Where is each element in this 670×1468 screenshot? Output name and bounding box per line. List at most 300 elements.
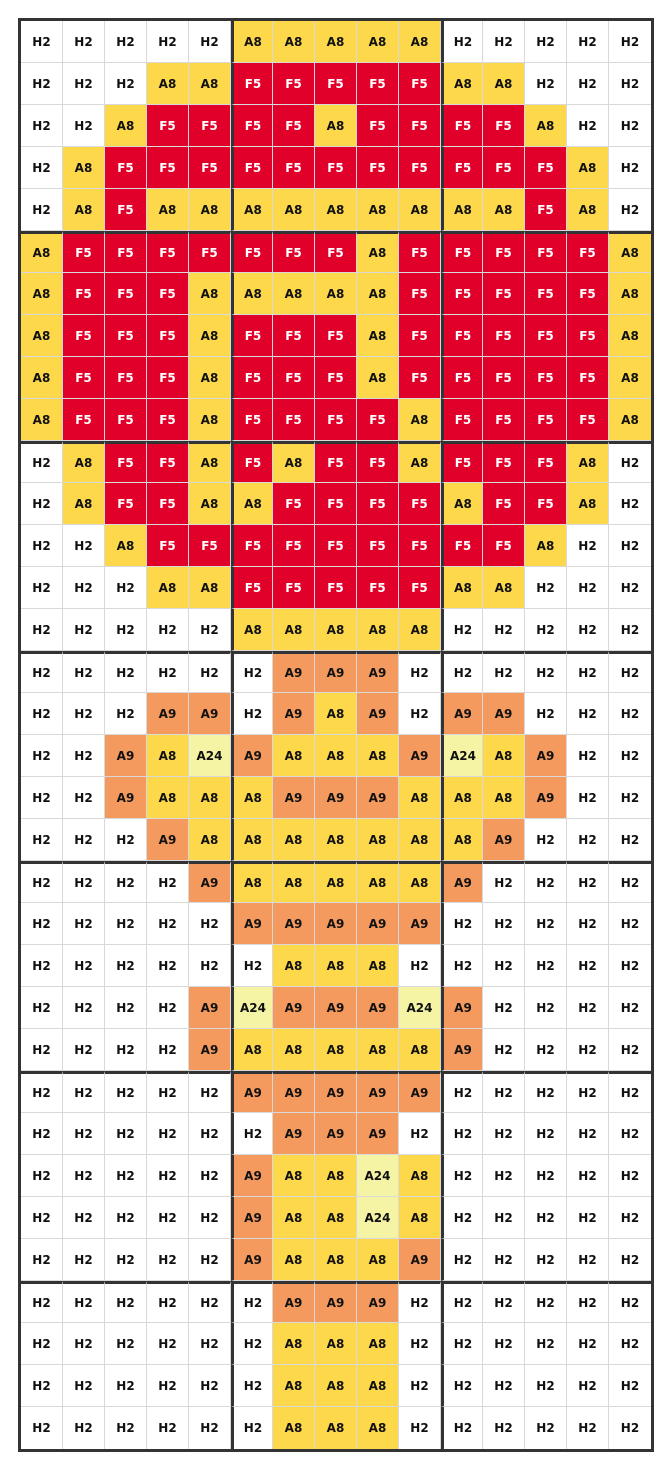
grid-cell: A8 (441, 819, 483, 861)
grid-cell: A8 (315, 1029, 357, 1071)
grid-cell: F5 (231, 63, 273, 105)
grid-cell: H2 (63, 1155, 105, 1197)
grid-cell: A8 (357, 1365, 399, 1407)
grid-cell: F5 (567, 399, 609, 441)
grid-cell: H2 (609, 1197, 651, 1239)
grid-cell: A24 (189, 735, 231, 777)
grid-cell: A9 (315, 651, 357, 693)
grid-cell: A8 (399, 609, 441, 651)
grid-cell: A8 (231, 189, 273, 231)
grid-cell: F5 (399, 147, 441, 189)
grid-cell: A8 (231, 777, 273, 819)
grid-cell: H2 (609, 441, 651, 483)
grid-cell: F5 (105, 315, 147, 357)
grid-cell: A8 (315, 273, 357, 315)
grid-cell: A8 (399, 1029, 441, 1071)
grid-cell: H2 (147, 609, 189, 651)
grid-cell: A8 (483, 189, 525, 231)
grid-cell: A8 (231, 861, 273, 903)
grid-cell: F5 (231, 399, 273, 441)
grid-cell: H2 (399, 1113, 441, 1155)
grid-cell: F5 (483, 105, 525, 147)
grid-cell: H2 (567, 525, 609, 567)
grid-cell: F5 (63, 399, 105, 441)
grid-cell: H2 (399, 1407, 441, 1449)
grid-cell: A8 (189, 273, 231, 315)
grid-cell: H2 (609, 105, 651, 147)
grid-cell: H2 (231, 693, 273, 735)
grid-cell: H2 (567, 903, 609, 945)
grid-cell: A8 (357, 1407, 399, 1449)
grid-cell: H2 (525, 1155, 567, 1197)
grid-cell: A8 (357, 861, 399, 903)
grid-cell: A9 (105, 735, 147, 777)
grid-cell: H2 (483, 1113, 525, 1155)
grid-cell: H2 (189, 1197, 231, 1239)
grid-cell: A9 (189, 693, 231, 735)
grid-cell: H2 (441, 903, 483, 945)
grid-cell: F5 (315, 483, 357, 525)
grid-cell: F5 (567, 231, 609, 273)
grid-cell: H2 (63, 819, 105, 861)
grid-cell: F5 (189, 105, 231, 147)
grid-cell: H2 (609, 1323, 651, 1365)
grid-cell: A24 (357, 1155, 399, 1197)
grid-cell: H2 (567, 1197, 609, 1239)
grid-cell: A9 (189, 861, 231, 903)
grid-cell: H2 (609, 693, 651, 735)
grid-cell: H2 (567, 1029, 609, 1071)
grid-cell: H2 (609, 1071, 651, 1113)
grid-cell: A8 (399, 1197, 441, 1239)
grid-cell: A8 (273, 21, 315, 63)
grid-cell: H2 (609, 987, 651, 1029)
grid-cell: A9 (273, 651, 315, 693)
grid-cell: A8 (63, 483, 105, 525)
grid-cell: F5 (441, 441, 483, 483)
grid-cell: H2 (105, 1071, 147, 1113)
grid-cell: H2 (147, 1239, 189, 1281)
grid-cell: F5 (315, 231, 357, 273)
grid-cell: A9 (273, 1281, 315, 1323)
grid-cell: A8 (525, 105, 567, 147)
grid-cell: H2 (105, 1029, 147, 1071)
grid-cell: H2 (105, 903, 147, 945)
grid-cell: A9 (273, 987, 315, 1029)
grid-cell: H2 (525, 567, 567, 609)
grid-cell: H2 (147, 945, 189, 987)
grid-cell: A9 (399, 903, 441, 945)
grid-cell: H2 (609, 777, 651, 819)
grid-cell: H2 (147, 1113, 189, 1155)
grid-cell: H2 (525, 819, 567, 861)
grid-cell: H2 (525, 63, 567, 105)
grid-cell: H2 (21, 861, 63, 903)
grid-cell: H2 (609, 1113, 651, 1155)
grid-cell: H2 (189, 1365, 231, 1407)
grid-cell: A8 (273, 1029, 315, 1071)
grid-cell: A8 (441, 567, 483, 609)
grid-cell: F5 (357, 525, 399, 567)
grid-cell: H2 (567, 651, 609, 693)
grid-cell: H2 (63, 987, 105, 1029)
grid-cell: F5 (105, 231, 147, 273)
grid-cell: F5 (525, 315, 567, 357)
grid-cell: F5 (231, 147, 273, 189)
grid-cell: H2 (567, 1155, 609, 1197)
grid-cell: H2 (441, 1365, 483, 1407)
grid-cell: F5 (357, 399, 399, 441)
grid-cell: H2 (567, 1323, 609, 1365)
grid-cell: A24 (441, 735, 483, 777)
grid-cell: F5 (105, 441, 147, 483)
grid-cell: F5 (483, 483, 525, 525)
grid-cell: A9 (231, 1197, 273, 1239)
grid-cell: H2 (21, 147, 63, 189)
grid-cell: A8 (357, 189, 399, 231)
grid-cell: F5 (147, 147, 189, 189)
grid-cell: H2 (483, 1071, 525, 1113)
grid-cell: A9 (231, 1071, 273, 1113)
grid-cell: H2 (147, 1071, 189, 1113)
grid-cell: H2 (567, 1281, 609, 1323)
grid-cell: A9 (441, 693, 483, 735)
grid-cell: H2 (63, 777, 105, 819)
grid-cell: H2 (63, 63, 105, 105)
grid-cell: A9 (231, 1239, 273, 1281)
grid-cell: H2 (567, 987, 609, 1029)
grid-cell: F5 (357, 105, 399, 147)
grid-cell: A24 (231, 987, 273, 1029)
grid-cell: A9 (315, 1113, 357, 1155)
grid-cell: H2 (21, 441, 63, 483)
grid-cell: H2 (105, 1365, 147, 1407)
grid-cell: H2 (105, 819, 147, 861)
grid-cell: F5 (483, 231, 525, 273)
grid-cell: H2 (105, 1323, 147, 1365)
grid-cell: A8 (567, 483, 609, 525)
grid-cell: A9 (357, 903, 399, 945)
grid-cell: H2 (399, 945, 441, 987)
grid-cell: H2 (21, 1323, 63, 1365)
grid-cell: H2 (231, 1113, 273, 1155)
grid-cell: H2 (525, 1323, 567, 1365)
grid-cell: F5 (525, 357, 567, 399)
grid-cell: H2 (609, 945, 651, 987)
grid-cell: H2 (147, 1365, 189, 1407)
grid-cell: A8 (273, 861, 315, 903)
grid-cell: H2 (399, 693, 441, 735)
grid-cell: F5 (525, 147, 567, 189)
grid-cell: H2 (567, 777, 609, 819)
grid-cell: H2 (63, 1323, 105, 1365)
grid-cell: H2 (567, 1071, 609, 1113)
grid-cell: H2 (63, 861, 105, 903)
grid-cell: H2 (525, 1281, 567, 1323)
grid-cell: F5 (147, 483, 189, 525)
grid-cell: F5 (147, 357, 189, 399)
grid-cell: H2 (21, 1155, 63, 1197)
grid-cell: A8 (315, 21, 357, 63)
grid-cell: A9 (483, 693, 525, 735)
grid-cell: H2 (399, 651, 441, 693)
grid-cell: H2 (441, 945, 483, 987)
grid-cell: A8 (441, 189, 483, 231)
grid-cell: H2 (525, 987, 567, 1029)
grid-cell: A8 (189, 441, 231, 483)
grid-cell: H2 (63, 1239, 105, 1281)
grid-cell: H2 (567, 693, 609, 735)
grid-cell: H2 (21, 21, 63, 63)
grid-cell: H2 (525, 1029, 567, 1071)
grid-cell: H2 (525, 609, 567, 651)
grid-cell: F5 (525, 441, 567, 483)
grid-cell: F5 (315, 399, 357, 441)
grid-cell: F5 (315, 147, 357, 189)
grid-cell: A8 (273, 273, 315, 315)
grid-cell: A9 (399, 735, 441, 777)
grid-cell: H2 (105, 861, 147, 903)
grid-cell: H2 (483, 861, 525, 903)
grid-cell: A9 (357, 777, 399, 819)
grid-cell: F5 (567, 357, 609, 399)
grid-cell: H2 (609, 735, 651, 777)
grid-cell: A8 (273, 1197, 315, 1239)
grid-cell: A8 (21, 315, 63, 357)
grid-cell: A8 (315, 1323, 357, 1365)
grid-cell: H2 (567, 735, 609, 777)
grid-cell: A8 (441, 63, 483, 105)
grid-cell: A8 (147, 735, 189, 777)
grid-cell: H2 (105, 1239, 147, 1281)
grid-cell: H2 (105, 1407, 147, 1449)
grid-cell: H2 (63, 651, 105, 693)
grid-cell: H2 (609, 1239, 651, 1281)
grid-cell: F5 (399, 525, 441, 567)
grid-cell: A9 (441, 987, 483, 1029)
grid-cell: A8 (231, 273, 273, 315)
grid-cell: A8 (315, 735, 357, 777)
grid-cell: A8 (189, 399, 231, 441)
grid-cell: A8 (357, 1239, 399, 1281)
grid-cell: H2 (483, 903, 525, 945)
grid-cell: A8 (567, 441, 609, 483)
grid-cell: A8 (357, 819, 399, 861)
grid-cell: A8 (273, 819, 315, 861)
grid-cell: H2 (525, 945, 567, 987)
grid-cell: A8 (273, 735, 315, 777)
grid-cell: A8 (273, 441, 315, 483)
grid-cell: H2 (567, 861, 609, 903)
grid-cell: A8 (399, 399, 441, 441)
grid-cell: F5 (273, 399, 315, 441)
grid-cell: F5 (399, 105, 441, 147)
grid-cell: A9 (273, 1113, 315, 1155)
grid-cell: A8 (21, 231, 63, 273)
grid-cell: F5 (399, 231, 441, 273)
grid-cell: H2 (441, 1113, 483, 1155)
grid-cell: A8 (189, 483, 231, 525)
grid-cell: F5 (441, 105, 483, 147)
grid-cell: F5 (273, 231, 315, 273)
grid-cell: F5 (147, 315, 189, 357)
grid-cell: H2 (21, 735, 63, 777)
grid-cell: F5 (273, 315, 315, 357)
grid-cell: A9 (525, 735, 567, 777)
grid-cell: A8 (525, 525, 567, 567)
grid-cell: H2 (21, 1239, 63, 1281)
grid-cell: H2 (105, 693, 147, 735)
grid-cell: H2 (63, 903, 105, 945)
grid-cell: H2 (609, 1029, 651, 1071)
grid-cell: F5 (147, 105, 189, 147)
grid-cell: F5 (441, 147, 483, 189)
grid-cell: A9 (399, 1239, 441, 1281)
grid-cell: F5 (525, 399, 567, 441)
grid-cell: H2 (567, 1239, 609, 1281)
grid-cell: H2 (483, 651, 525, 693)
grid-cell: F5 (147, 441, 189, 483)
grid-cell: A24 (357, 1197, 399, 1239)
grid-cell: F5 (273, 63, 315, 105)
grid-cell: F5 (525, 273, 567, 315)
grid-cell: H2 (147, 1323, 189, 1365)
grid-cell: F5 (105, 399, 147, 441)
grid-cell: A9 (231, 735, 273, 777)
grid-cell: A8 (567, 189, 609, 231)
grid-cell: H2 (21, 567, 63, 609)
grid-cell: A8 (231, 609, 273, 651)
grid-cell: F5 (231, 357, 273, 399)
grid-cell: H2 (21, 987, 63, 1029)
grid-cell: A8 (147, 567, 189, 609)
grid-cell: H2 (147, 1197, 189, 1239)
grid-cell: H2 (609, 861, 651, 903)
grid-cell: A8 (273, 1407, 315, 1449)
grid-cell: F5 (483, 441, 525, 483)
grid-cell: A9 (315, 987, 357, 1029)
grid-cell: H2 (525, 1365, 567, 1407)
grid-cell: H2 (21, 609, 63, 651)
grid-cell: A9 (105, 777, 147, 819)
grid-cell: H2 (609, 63, 651, 105)
grid-cell: F5 (63, 231, 105, 273)
grid-cell: F5 (441, 231, 483, 273)
grid-cell: F5 (525, 483, 567, 525)
grid-cell: H2 (21, 105, 63, 147)
grid-cell: F5 (567, 273, 609, 315)
grid-cell: F5 (483, 147, 525, 189)
grid-cell: H2 (441, 609, 483, 651)
grid-cell: H2 (567, 1365, 609, 1407)
grid-cell: F5 (231, 567, 273, 609)
grid-cell: H2 (441, 1407, 483, 1449)
grid-cell: H2 (63, 1113, 105, 1155)
grid-cell: H2 (525, 693, 567, 735)
grid-cell: F5 (231, 105, 273, 147)
grid-cell: H2 (189, 1281, 231, 1323)
grid-cell: A8 (273, 1365, 315, 1407)
grid-cell: H2 (483, 1365, 525, 1407)
grid-cell: F5 (105, 147, 147, 189)
grid-cell: A8 (189, 357, 231, 399)
grid-cell: A8 (441, 777, 483, 819)
grid-cell: H2 (525, 651, 567, 693)
grid-cell: F5 (147, 231, 189, 273)
grid-cell: A8 (231, 819, 273, 861)
grid-cell: A9 (189, 1029, 231, 1071)
grid-cell: H2 (189, 609, 231, 651)
grid-cell: H2 (105, 609, 147, 651)
grid-cell: A8 (315, 1155, 357, 1197)
grid-cell: A8 (273, 189, 315, 231)
grid-cell: A8 (189, 777, 231, 819)
grid-cell: A9 (525, 777, 567, 819)
grid-cell: A9 (273, 1071, 315, 1113)
grid-cell: A8 (189, 819, 231, 861)
grid-cell: A9 (483, 819, 525, 861)
grid-cell: H2 (63, 945, 105, 987)
grid-cell: A8 (567, 147, 609, 189)
grid-cell: A9 (231, 1155, 273, 1197)
grid-cell: A8 (483, 777, 525, 819)
grid-cell: A9 (315, 903, 357, 945)
grid-cell: A8 (315, 861, 357, 903)
grid-cell: H2 (63, 693, 105, 735)
grid-cell: H2 (105, 21, 147, 63)
grid-cell: H2 (147, 861, 189, 903)
grid-cell: H2 (399, 1281, 441, 1323)
grid-cell: H2 (105, 1155, 147, 1197)
grid-cell: H2 (105, 567, 147, 609)
grid-cell: H2 (525, 903, 567, 945)
grid-cell: H2 (63, 567, 105, 609)
grid-cell: H2 (609, 483, 651, 525)
grid-cell: H2 (189, 1155, 231, 1197)
grid-cell: A8 (189, 189, 231, 231)
grid-cell: H2 (189, 1407, 231, 1449)
grid-cell: A9 (357, 987, 399, 1029)
grid-cell: A8 (231, 1029, 273, 1071)
grid-cell: H2 (147, 1281, 189, 1323)
grid-cell: F5 (357, 567, 399, 609)
grid-cell: H2 (441, 651, 483, 693)
grid-cell: A8 (189, 315, 231, 357)
grid-cell: H2 (231, 1323, 273, 1365)
grid-cell: H2 (609, 609, 651, 651)
grid-cell: H2 (231, 1281, 273, 1323)
grid-cell: F5 (105, 357, 147, 399)
grid-cell: A8 (189, 63, 231, 105)
grid-cell: H2 (21, 777, 63, 819)
grid-cell: H2 (441, 1281, 483, 1323)
grid-cell: F5 (315, 357, 357, 399)
grid-cell: H2 (147, 1407, 189, 1449)
grid-cell: F5 (273, 525, 315, 567)
grid-cell: A8 (483, 63, 525, 105)
grid-cell: H2 (525, 21, 567, 63)
grid-cell: H2 (399, 1323, 441, 1365)
grid-cell: H2 (63, 1365, 105, 1407)
grid-cell: A8 (357, 21, 399, 63)
grid-cell: H2 (63, 21, 105, 63)
grid-cell: H2 (609, 1365, 651, 1407)
grid-cell: F5 (441, 399, 483, 441)
grid-cell: A8 (357, 945, 399, 987)
grid-cell: H2 (609, 147, 651, 189)
grid-cell: F5 (231, 441, 273, 483)
grid-cell: H2 (483, 1155, 525, 1197)
